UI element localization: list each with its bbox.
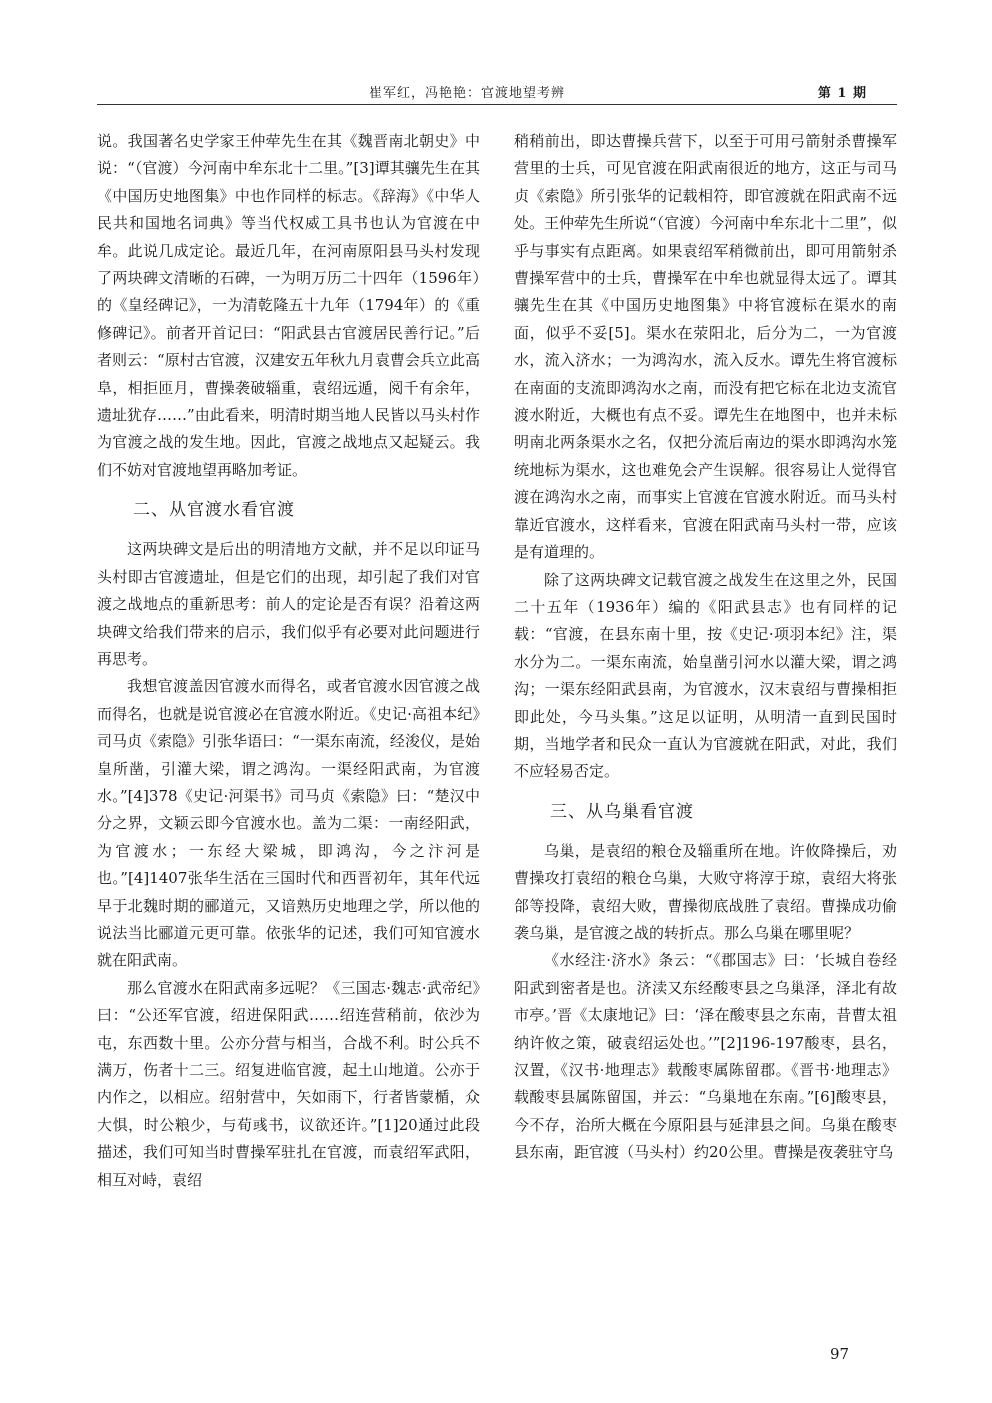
running-header xyxy=(97,78,897,105)
section-heading: 二、从官渡水看官渡 xyxy=(133,500,295,521)
section-heading: 三、从乌巢看官渡 xyxy=(550,801,694,822)
issue-number: 第 1 期 xyxy=(817,86,867,101)
paragraph: 《水经注·济水》条云：“《郡国志》曰：‘长城自卷经阳武到密者是也。济渎又东经酸枣县之乌巢泽，泽北有故市亭。’晋《太康地记》曰：‘泽在酸枣县之东南，昔曹太祖纳许攸之策，破袁绍运处也。’”[2]196-197酸枣，县名，汉置，《汉书·地理志》载酸枣属陈留郡。《晋书·地理志》载酸枣县属陈留国，并云：“乌巢地在东南。”[6]酸枣县，今不存，治所大概在今原阳县与延津县之间。乌巢在酸枣县东南，距官渡（马头村）约20公里。曹操是夜袭驻守乌 xyxy=(514,951,897,1162)
left-column xyxy=(97,128,480,1194)
paragraph: 说。我国著名史学家王仲荦先生在其《魏晋南北朝史》中说：“（官渡）今河南中牟东北十二里。”[3]谭其骧先生在其《中国历史地图集》中也作同样的标志。《辞海》《中华人民共和国地名词典》等当代权威工具书也认为官渡在中牟。此说几成定论。最近几年，在河南原阳县马头村发现了两块碑文清晰的石碑，一为明万历二十四年（1596年）的《皇经碑记》，一为清乾隆五十九年（1794年）的《重修碑记》。前者开首记曰：“阳武县古官渡居民善行记。”后者则云：“原村古官渡，汉建安五年秋九月袁曹会兵立此高阜，相拒匝月，曹操袭破辎重，袁绍远遁，阅千有余年，遗址犹存……”由此看来，明清时期当地人民皆以马头村作为官渡之战的发生地。因此，官渡之战地点又起疑云。我们不妨对官渡地望再略加考证。 xyxy=(97,132,480,479)
running-title: 崔军红，冯艳艳：官渡地望考辨 xyxy=(368,86,565,101)
paragraph: 这两块碑文是后出的明清地方文献，并不足以印证马头村即古官渡遗址，但是它们的出现，却引起了我们对官渡之战地点的重新思考：前人的定论是否有误？沿着这两块碑文给我们带来的启示，我们似乎有必要对此问题进行再思考。 xyxy=(97,540,480,668)
paragraph: 乌巢，是袁绍的粮仓及辎重所在地。许攸降操后，劝曹操攻打袁绍的粮仓乌巢，大败守将淳于琼，袁绍大将张郃等投降，袁绍大败，曹操彻底战胜了袁绍。曹操成功偷袭乌巢，是官渡之战的转折点。那么乌巢在哪里呢？ xyxy=(514,841,897,942)
paragraph: 稍稍前出，即达曹操兵营下，以至于可用弓箭射杀曹操军营里的士兵，可见官渡在阳武南很近的地方，这正与司马贞《索隐》所引张华的记载相符，即官渡就在阳武南不远处。王仲荦先生所说“（官渡）今河南中牟东北十二里”，似乎与事实有点距离。如果袁绍军稍微前出，即可用箭射杀曹操军营中的士兵，曹操军在中牟也就显得太远了。谭其骧先生在其《中国历史地图集》中将官渡标在渠水的南面，似乎不妥[5]。渠水在荥阳北，后分为二，一为官渡水，流入济水；一为鸿沟水，流入反水。谭先生将官渡标在南面的支流即鸿沟水之南，而没有把它标在北边支流官渡水附近，大概也有点不妥。谭先生在地图中，也并未标明南北两条渠水之名，仅把分流后南边的渠水即鸿沟水笼统地标为渠水，这也难免会产生误解。很容易让人觉得官渡在鸿沟水之南，而事实上官渡在官渡水附近。而马头村靠近官渡水，这样看来，官渡在阳武南马头村一带，应该是有道理的。 xyxy=(514,132,897,562)
paragraph: 我想官渡盖因官渡水而得名，或者官渡水因官渡之战而得名，也就是说官渡必在官渡水附近。《史记·高祖本纪》司马贞《索隐》引张华语曰：“一渠东南流，经浚仪，是始皇所凿，引灌大梁，谓之鸿沟。一渠经阳武南，为官渡水。”[4]378《史记·河渠书》司马贞《索隐》曰：“楚汉中分之界，文颖云即今官渡水也。盖为二渠：一南经阳武，为官渡水；一东经大梁城，即鸿沟，今之汴河是也。”[4]1407张华生活在三国时代和西晋初年，其年代远早于北魏时期的郦道元，又谙熟历史地理之学，所以他的说法当比郦道元更可靠。依张华的记述，我们可知官渡水就在阳武南。 xyxy=(97,677,480,970)
right-column xyxy=(514,128,897,1167)
page-number: 97 xyxy=(830,1345,850,1363)
paragraph: 除了这两块碑文记载官渡之战发生在这里之外，民国二十五年（1936年）编的《阳武县志》也有同样的记载：“官渡，在县东南十里，按《史记·项羽本纪》注，渠水分为二。一渠东南流，始皇凿引河水以灌大梁，谓之鸿沟；一渠东经阳武县南，为官渡水，汉末袁绍与曹操相拒即此处，今马头集。”这足以证明，从明清一直到民国时期，当地学者和民众一直认为官渡就在阳武，对此，我们不应轻易否定。 xyxy=(514,570,897,781)
paragraph: 那么官渡水在阳武南多远呢？《三国志·魏志·武帝纪》曰：“公还军官渡，绍进保阳武……绍连营稍前，依沙为屯，东西数十里。公亦分营与相当，合战不利。时公兵不满万，伤者十二三。绍复进临官渡，起土山地道。公亦于内作之，以相应。绍射营中，矢如雨下，行者皆蒙楯，众大惧，时公粮少，与荀彧书，议欲还许。”[1]20通过此段描述，我们可知当时曹操军驻扎在官渡，而袁绍军武阳，相互对峙，袁绍 xyxy=(97,978,480,1189)
